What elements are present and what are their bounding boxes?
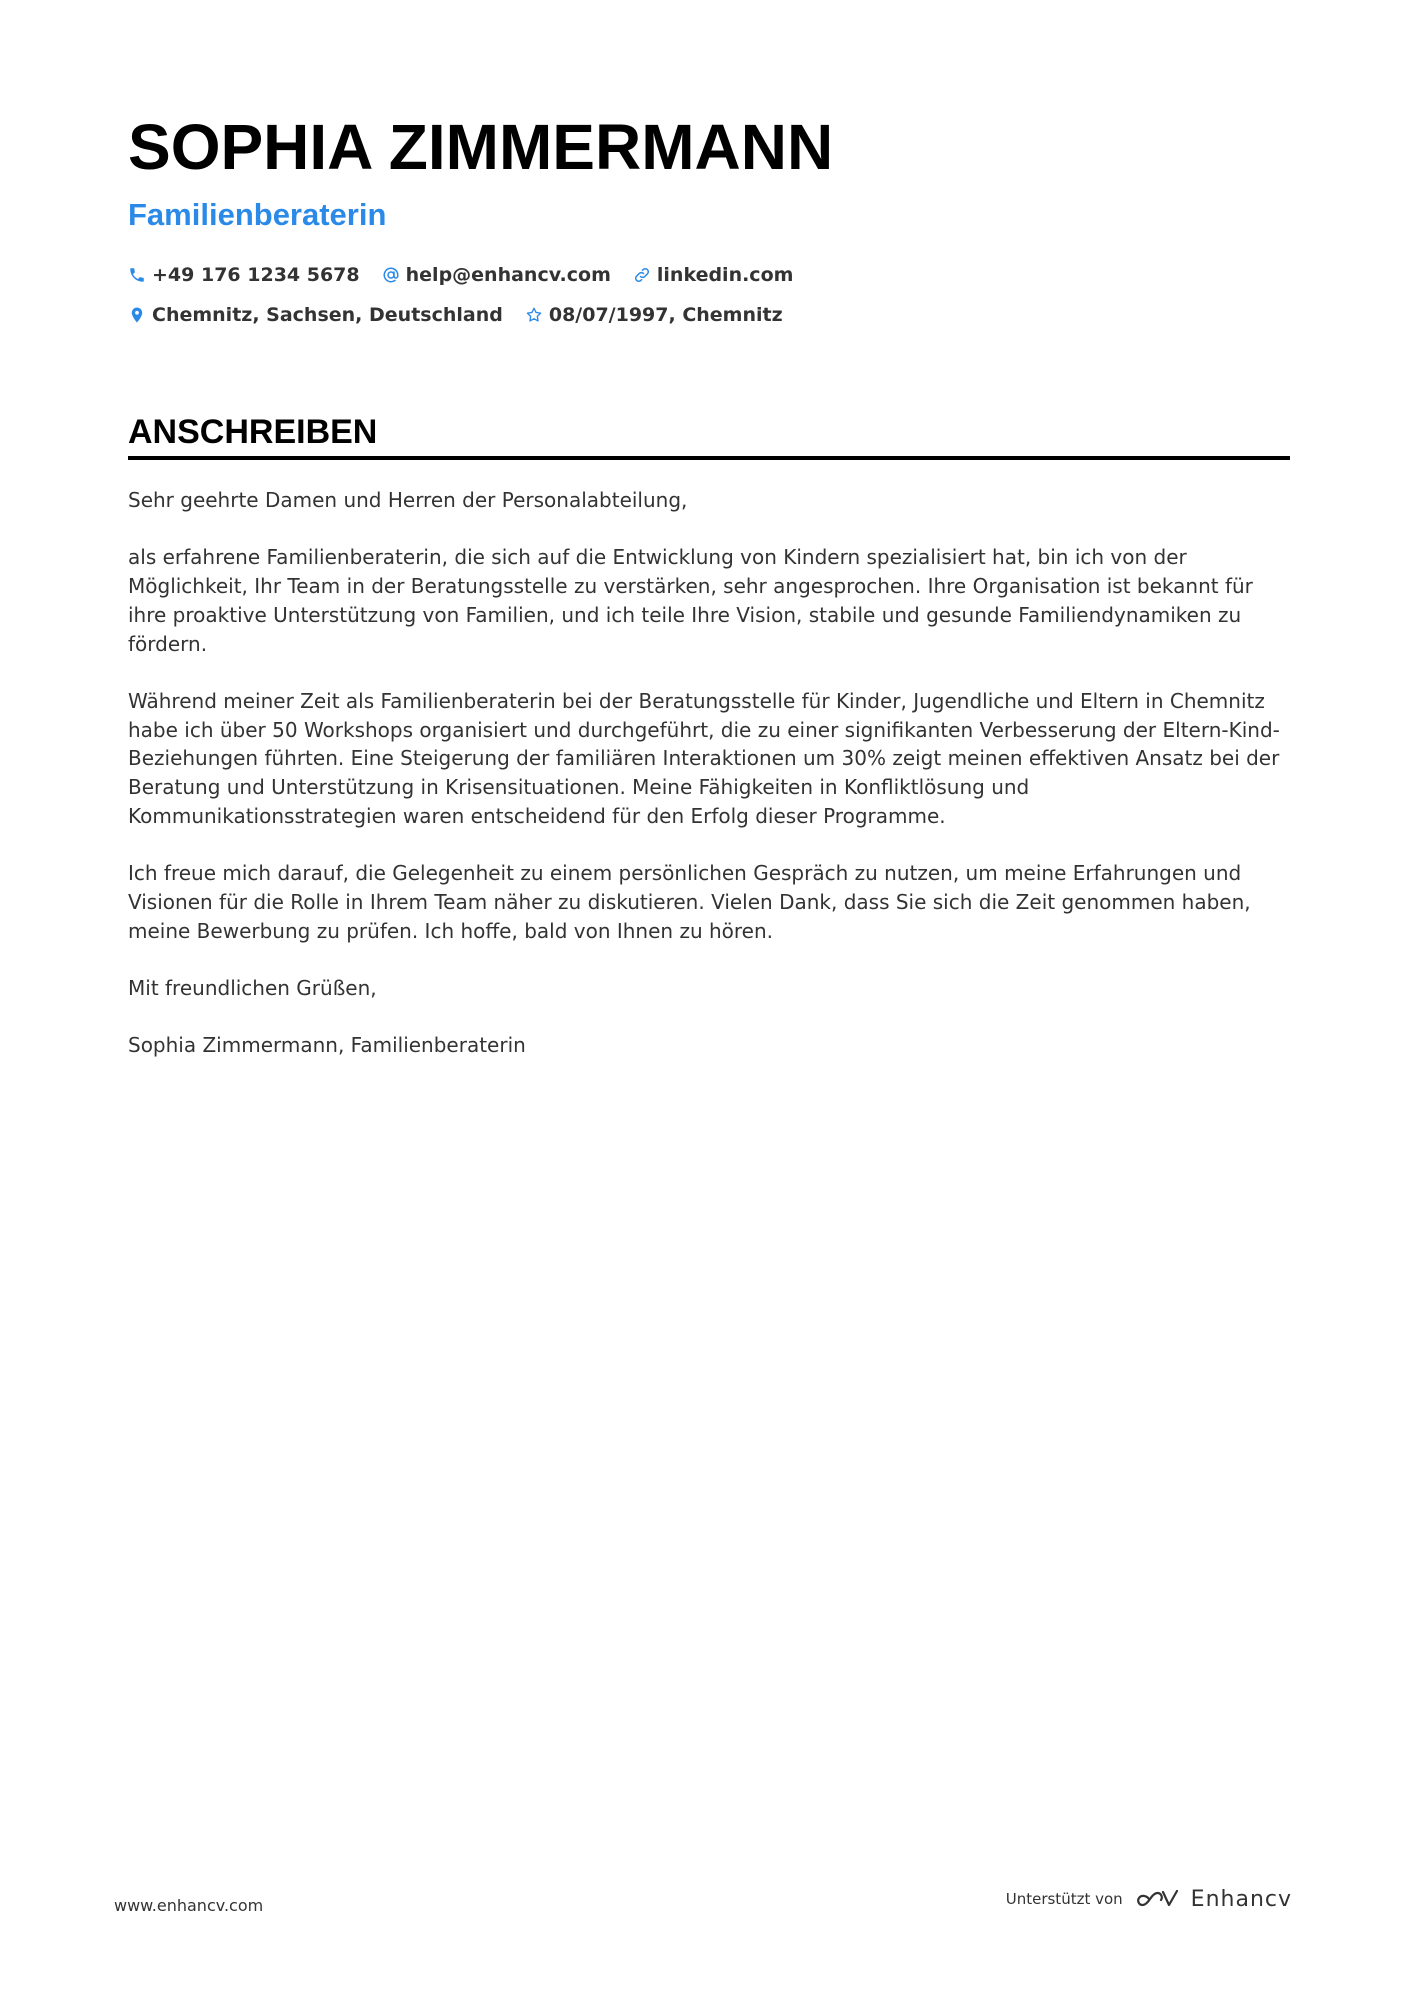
footer-branding — [1006, 1886, 1292, 1912]
letter-salutation: Sehr geehrte Damen und Herren der Personalabteilung, — [128, 488, 688, 512]
contact-birth — [525, 302, 783, 328]
powered-by-text: Unterstützt von — [1005, 1890, 1123, 1908]
contact-linkedin[interactable] — [633, 262, 794, 288]
contact-location — [128, 302, 503, 328]
section-heading: ANSCHREIBEN — [128, 413, 378, 451]
contact-phone — [128, 262, 360, 288]
cover-letter-page — [128, 108, 1290, 1089]
phone-icon — [128, 266, 146, 284]
letter-signature: Sophia Zimmermann, Familienberaterin — [128, 1033, 526, 1058]
letter-paragraph-3: Ich freue mich darauf, die Gelegenheit zu einem persönlichen Gespräch zu nutzen, um meine Erfahrungen und Visionen für die Rolle in Ihrem Team näher zu diskutieren. Vielen Dank, dass Sie sich die Zeit genommen haben, meine Bewerbung zu prüfen. Ich hoffe, bald von Ihnen zu hören. — [128, 861, 1251, 943]
phone-text: +49 176 1234 5678 — [152, 264, 360, 286]
contact-email[interactable] — [382, 262, 611, 288]
location-text: Chemnitz, Sachsen, Deutschland — [152, 304, 503, 326]
link-icon — [633, 266, 651, 284]
letter-paragraph-1: als erfahrene Familienberaterin, die sich auf die Entwicklung von Kindern spezialisiert hat, bin ich von der Möglichkeit, Ihr Team in der Beratungsstelle zu verstärken, sehr angesprochen. Ihre Organisation ist bekannt für ihre proaktive Unterstützung von Familien, und ich teile Ihre Vision, stabile und gesunde Familiendynamiken zu fördern. — [128, 545, 1253, 656]
contact-info — [128, 262, 1128, 328]
candidate-title: Familienberaterin — [128, 197, 387, 232]
birth-text: 08/07/1997, Chemnitz — [548, 304, 783, 326]
linkedin-text: linkedin.com — [656, 264, 794, 286]
star-icon — [525, 306, 543, 324]
email-text: help@enhancv.com — [405, 264, 611, 286]
section-divider — [128, 456, 1290, 460]
brand-name: Enhancv — [1190, 1886, 1292, 1912]
letter-paragraph-2: Während meiner Zeit als Familienberaterin bei der Beratungsstelle für Kinder, Jugendliche und Eltern in Chemnitz habe ich über 50 Workshops organisiert und durchgeführt, die zu einer signifikanten Verbesserung der Eltern-Kind-Beziehungen führten. Eine Steigerung der familiären Interaktionen um 30% zeigt meinen effektiven Ansatz bei der Beratung und Unterstützung in Krisensituationen. Meine Fähigkeiten in Konfliktlösung und Kommunikationsstrategien waren entscheidend für den Erfolg dieser Programme. — [128, 688, 1280, 828]
footer-website[interactable]: www.enhancv.com — [114, 1896, 264, 1915]
letter-closing: Mit freundlichen Grüßen, — [128, 975, 377, 1000]
candidate-name: SOPHIA ZIMMERMANN — [128, 111, 834, 183]
letter-body — [128, 486, 1290, 1060]
at-icon — [382, 266, 400, 284]
location-pin-icon — [128, 306, 146, 324]
enhancv-logo-icon — [1135, 1886, 1181, 1912]
